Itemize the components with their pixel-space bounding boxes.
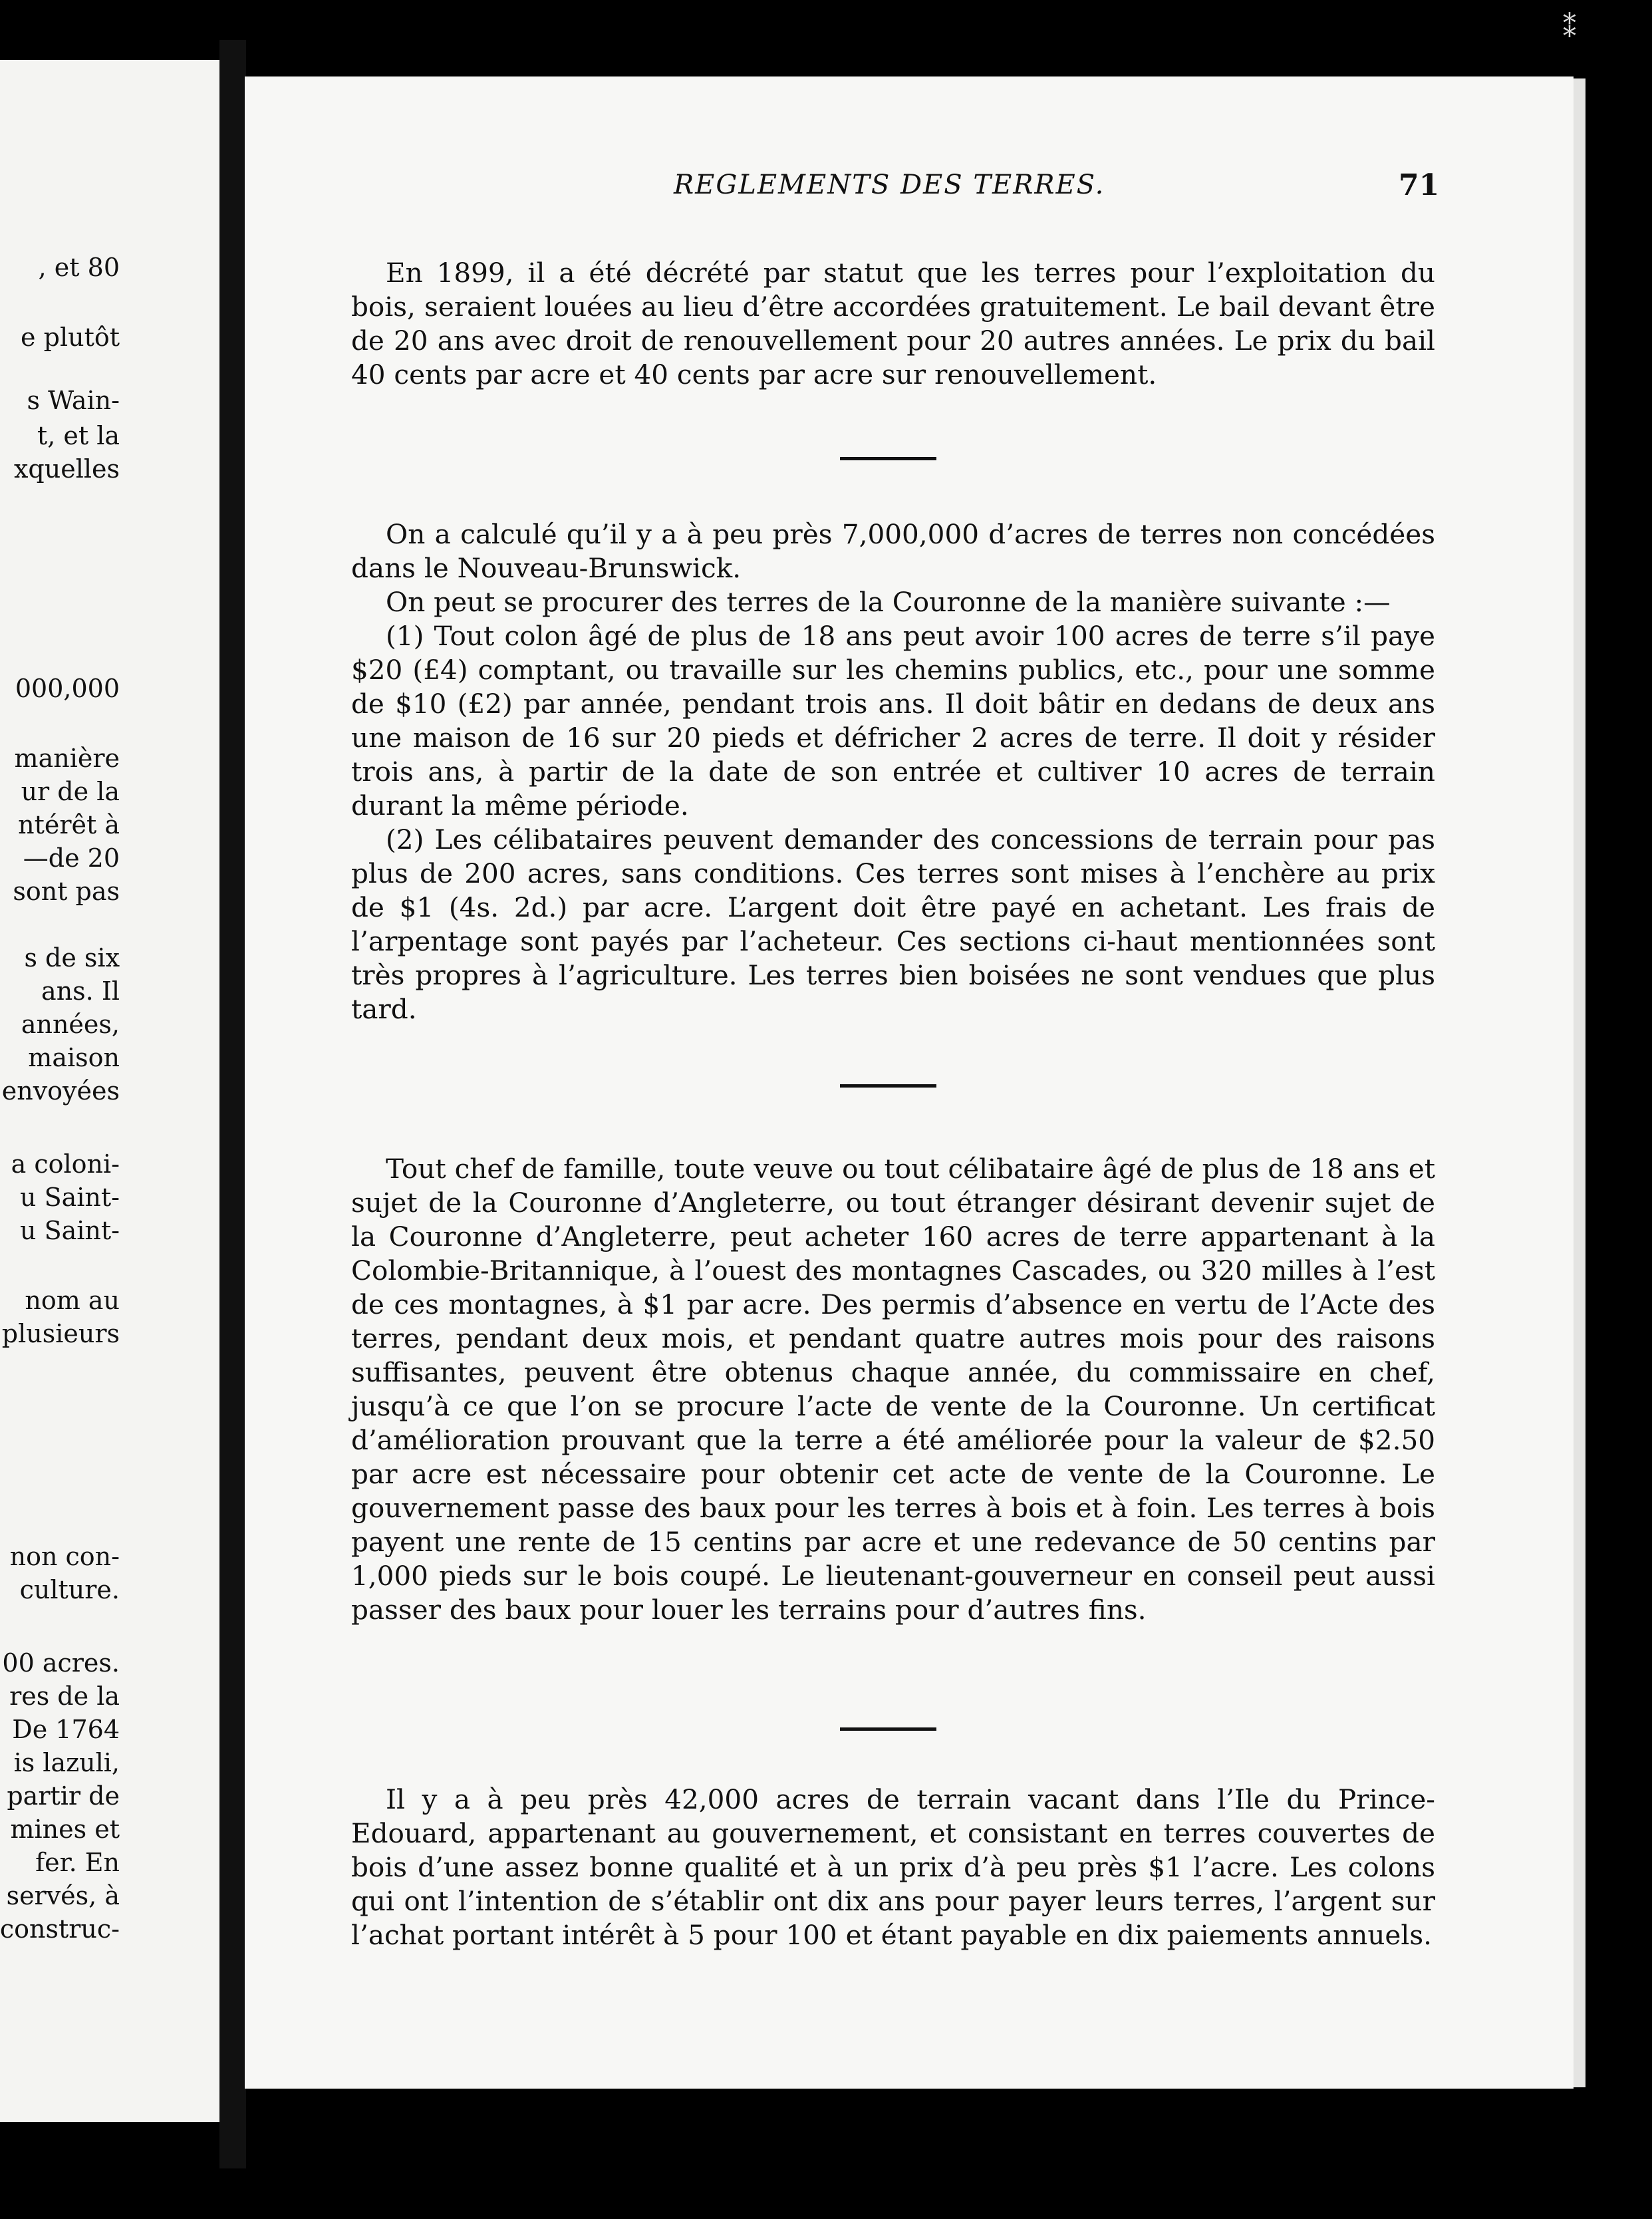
left-line: ans. Il xyxy=(41,976,120,1006)
left-line: envoyées xyxy=(1,1076,120,1106)
paragraph-nouveau-brunswick xyxy=(351,518,1435,585)
left-line: partir de xyxy=(7,1781,120,1811)
left-line: t, et la xyxy=(37,421,120,450)
paragraph-celibataires xyxy=(351,823,1435,1026)
paragraph-prince-edouard xyxy=(351,1783,1435,1952)
left-line: manière xyxy=(14,744,120,773)
left-line: maison xyxy=(28,1043,120,1072)
left-line: ntérêt à xyxy=(18,810,120,839)
left-page-fragment xyxy=(0,60,219,2122)
left-line: , et 80 xyxy=(38,253,120,282)
paragraph-colombie xyxy=(351,1152,1435,1627)
left-line: u Saint- xyxy=(20,1183,120,1212)
paragraph-text: On a calculé qu’il y a à peu près 7,000,000 d’acres de terres non concédées dans le Nouveau-Brunswick. xyxy=(351,518,1435,584)
paragraph-colon xyxy=(351,619,1435,823)
running-header: REGLEMENTS DES TERRES. xyxy=(674,170,1105,200)
left-line: xquelles xyxy=(13,454,120,484)
left-line: nom au xyxy=(25,1286,120,1315)
left-line: culture. xyxy=(19,1575,120,1604)
scan-mark: ⁑ xyxy=(1563,13,1576,44)
paragraph-text: En 1899, il a été décrété par statut que les terres pour l’exploitation du bois, seraient louées au lieu d’être accordées gratuitement. Le bail devant être de 20 ans avec droit de renouvellement pour 20 autres années. Le prix du bail 40 cents par acre et 40 cents par acre sur renouvellement. xyxy=(351,257,1435,390)
left-line: s de six xyxy=(24,943,120,972)
paragraph-bail xyxy=(351,256,1435,392)
left-line: De 1764 xyxy=(12,1715,120,1744)
paragraph-text: (2) Les célibataires peuvent demander des concessions de terrain pour pas plus de 200 acres, sans conditions. Ces terres sont mises à l’enchère au prix de $1 (4s. 2d.) par acre. L’argent doit être payé en achetant. Les frais de l’arpentage sont payés par l’acheteur. Ces sections ci-haut mentionnées sont très propres à l’agriculture. Les terres bien boisées ne sont vendues que plus tard. xyxy=(351,823,1435,1025)
left-line: sont pas xyxy=(13,877,120,906)
section-divider xyxy=(840,1727,936,1731)
left-line: —de 20 xyxy=(23,843,120,873)
section-divider xyxy=(840,457,936,460)
right-page xyxy=(245,76,1574,2089)
left-line: a coloni- xyxy=(11,1149,120,1179)
left-line: e plutôt xyxy=(21,323,120,352)
left-line: ur de la xyxy=(21,777,120,806)
left-line: u Saint- xyxy=(20,1216,120,1245)
paragraph-text: Il y a à peu près 42,000 acres de terrain vacant dans l’Ile du Prince-Edouard, appartenant au gouvernement, et consistant en terres couvertes de bois d’une assez bonne qualité et à un prix d’à peu près $1 l’acre. Les colons qui ont l’intention de s’établir ont dix ans pour payer leurs terres, l’argent sur l’achat portant intérêt à 5 pour 100 et étant payable en dix paiements annuels. xyxy=(351,1783,1435,1951)
left-line: s Wain- xyxy=(27,386,120,415)
left-line: is lazuli, xyxy=(13,1748,120,1777)
left-line: 00 acres. xyxy=(2,1648,120,1678)
paragraph-procurer xyxy=(351,585,1435,619)
left-line: plusieurs xyxy=(1,1319,120,1348)
left-line: res de la xyxy=(9,1682,120,1711)
left-line: fer. En xyxy=(35,1848,120,1877)
paragraph-text: (1) Tout colon âgé de plus de 18 ans peut avoir 100 acres de terre s’il paye $20 (£4) comptant, ou travaille sur les chemins publics, etc., pour une somme de $10 (£2) par année, pendant trois ans. Il doit bâtir en dedans de deux ans une maison de 16 sur 20 pieds et défricher 2 acres de terre. Il doit y résider trois ans, à partir de la date de son entrée et cultiver 10 acres de terrain durant la même période. xyxy=(351,620,1435,821)
paragraph-text: On peut se procurer des terres de la Couronne de la manière suivante :— xyxy=(386,586,1391,618)
left-line: années, xyxy=(21,1010,120,1039)
left-line: mines et xyxy=(10,1815,120,1844)
left-line: 000,000 xyxy=(15,674,120,703)
left-line: construc- xyxy=(0,1914,120,1944)
book-gutter xyxy=(219,40,246,2168)
page-edge xyxy=(1574,78,1585,2087)
left-line: non con- xyxy=(9,1542,120,1571)
left-line: servés, à xyxy=(6,1881,120,1910)
paragraph-text: Tout chef de famille, toute veuve ou tout célibataire âgé de plus de 18 ans et sujet de la Couronne d’Angleterre, ou tout étranger désirant devenir sujet de la Couronne d’Angleterre, peut acheter 160 acres de terre appartenant à la Colombie-Britannique, à l’ouest des montagnes Cascades, ou 320 milles à l’est de ces montagnes, à $1 par acre. Des permis d’absence en vertu de l’Acte des terres, pendant deux mois, et pendant quatre autres mois pour des raisons suffisantes, peuvent être obtenus chaque année, du commissaire en chef, jusqu’à ce que l’on se procure l’acte de vente de la Couronne. Un certificat d’amélioration prouvant que la terre a été améliorée pour la valeur de $2.50 par acre est nécessaire pour obtenir cet acte de vente de la Couronne. Le gouvernement passe des baux pour les terres à bois et à foin. Les terres à bois payent une rente de 15 centins par acre et une redevance de 50 centins par 1,000 pieds sur le bois coupé. Le lieutenant-gouverneur en conseil peut aussi passer des baux pour louer les terrains pour d’autres fins. xyxy=(351,1153,1435,1626)
page-number: 71 xyxy=(1399,168,1440,202)
section-divider xyxy=(840,1084,936,1088)
